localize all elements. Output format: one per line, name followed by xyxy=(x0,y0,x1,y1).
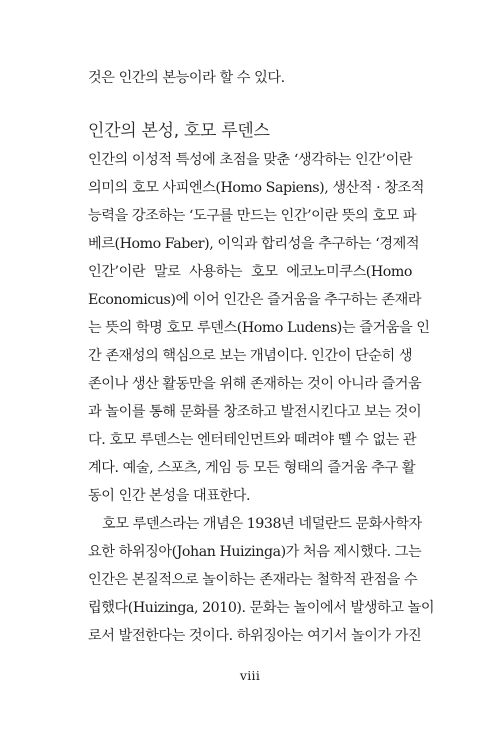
paragraph-1-line: 동이 인간 본성을 대표한다. xyxy=(88,488,251,504)
paragraph-1-line: 인간의 이성적 특성에 초점을 맞춘 ‘생각하는 인간’이란 xyxy=(88,152,413,168)
paragraph-2-line: 요한 하위징아(Johan Huizinga)가 처음 제시했다. 그는 xyxy=(88,544,422,560)
paragraph-2-line: 호모 루덴스라는 개념은 1938년 네덜란드 문화사학자 xyxy=(102,516,422,532)
page-number: viii xyxy=(239,668,261,683)
paragraph-1-line: 간 존재성의 핵심으로 보는 개념이다. 인간이 단순히 생 xyxy=(88,348,413,364)
paragraph-1-line: 과 놀이를 통해 문화를 창조하고 발전시킨다고 보는 것이 xyxy=(88,404,422,420)
paragraph-1-line: 의미의 호모 사피엔스(Homo Sapiens), 생산적 · 창조적 xyxy=(88,180,425,196)
paragraph-1-line: 는 뜻의 학명 호모 루덴스(Homo Ludens)는 즐거움을 인 xyxy=(88,320,430,336)
paragraph-2-line: 립했다(Huizinga, 2010). 문화는 놀이에서 발생하고 놀이 xyxy=(88,600,435,616)
paragraph-1-line: 인간’이란 말로 사용하는 호모 에코노미쿠스(Homo xyxy=(88,264,412,280)
intro-text-line: 것은 인간의 본능이라 할 수 있다. xyxy=(88,70,285,86)
paragraph-1-line: 존이나 생산 활동만을 위해 존재하는 것이 아니라 즐거움 xyxy=(88,376,422,392)
paragraph-2-line: 인간은 본질적으로 놀이하는 존재라는 철학적 관점을 수 xyxy=(88,572,418,588)
section-heading: 인간의 본성, 호모 루덴스 xyxy=(88,121,270,141)
paragraph-2-line: 로서 발전한다는 것이다. 하위징아는 여기서 놀이가 가진 xyxy=(88,628,422,644)
paragraph-1-line: 다. 호모 루덴스는 엔터테인먼트와 떼려야 뗄 수 없는 관 xyxy=(88,432,417,448)
paragraph-1-line: 능력을 강조하는 ‘도구를 만드는 인간’이란 뜻의 호모 파 xyxy=(88,208,417,224)
paragraph-1-line: 베르(Homo Faber), 이익과 합리성을 추구하는 ‘경제적 xyxy=(88,236,420,252)
paragraph-1-line: 계다. 예술, 스포츠, 게임 등 모든 형태의 즐거움 추구 활 xyxy=(88,460,416,476)
paragraph-1-line: Economicus)에 이어 인간은 즐거움을 추구하는 존재라 xyxy=(88,292,422,308)
